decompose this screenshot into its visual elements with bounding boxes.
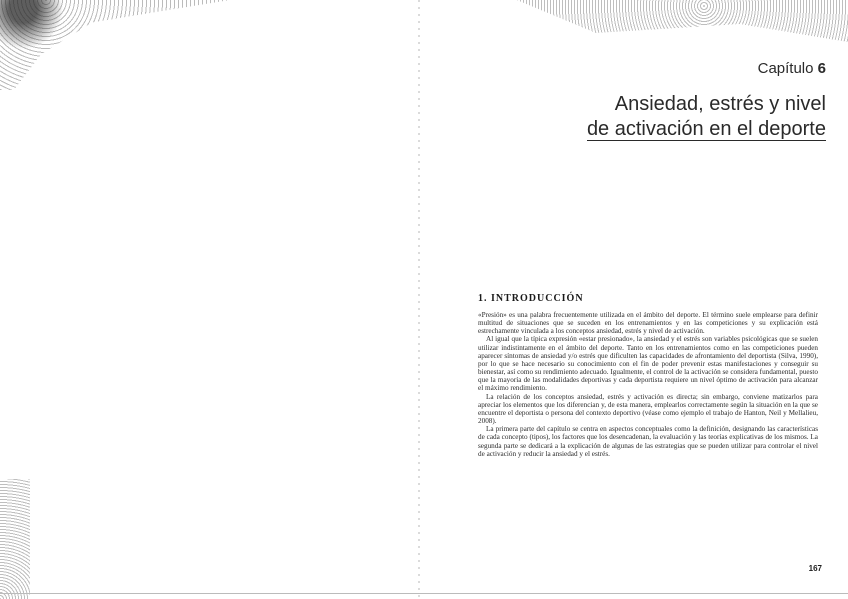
- scan-noise-bottom-left: [0, 479, 30, 599]
- chapter-title-line-2: de activación en el deporte: [586, 118, 826, 140]
- scan-noise-top-right: [488, 0, 848, 60]
- page-number: 167: [808, 564, 822, 573]
- scan-noise-top-left: [0, 0, 230, 90]
- section-heading: 1. INTRODUCCIÓN: [478, 293, 584, 304]
- left-page: [0, 0, 420, 599]
- paragraph-1: «Presión» es una palabra frecuentemente utilizada en el ámbito del deporte. El término suele emplearse para definir multitud de situaciones que se suceden en los entrenamientos y en las competiciones y su explicación está estrechamente vinculada a los conceptos ansiedad, estrés y nivel de activación.: [478, 311, 818, 336]
- body-text: [478, 311, 818, 458]
- right-page: [420, 0, 848, 599]
- paragraph-3: La relación de los conceptos ansiedad, estrés y activación es directa; sin embargo, conviene matizarlos para apreciar los elementos que los diferencian y, de esta manera, emplearlos correctamente según la situación en la que se encuentre el deportista o persona del contexto deportivo (véase como ejemplo el trabajo de Hanton, Neil y Mellalieu, 2008).: [478, 392, 818, 426]
- chapter-title-line-1: Ansiedad, estrés y nivel: [614, 93, 826, 115]
- paragraph-2: Al igual que la típica expresión «estar presionado», la ansiedad y el estrés son variables psicológicas que se suelen utilizar indistintamente en el ámbito del deporte. Tanto en los entrenamientos como en las competiciones pueden aparecer síntomas de ansiedad y/o estrés que dificulten las capacidades de afrontamiento del deportista (Silva, 1990), por lo que se hace necesario su conocimiento con el fin de poder prevenir estas manifestaciones y conseguir su bienestar, así como su rendimiento adecuado. Igualmente, el control de la activación se considera fundamental, puesto que la mayoría de las modalidades deportivas y cada deportista requiere un nivel óptimo de activación para alcanzar el máximo rendimiento.: [478, 335, 818, 393]
- chapter-label-text: Capítulo: [757, 60, 814, 77]
- bottom-rule: [0, 593, 848, 594]
- chapter-label: [758, 60, 826, 77]
- chapter-title: [587, 92, 826, 142]
- paragraph-4: La primera parte del capítulo se centra en aspectos conceptuales como la definición, designando las características de cada concepto (tipos), los factores que los desencadenan, la evaluación y las teorías explicativas de los mismos. La segunda parte se dedicará a la explicación de algunas de las estrategias que se pueden utilizar para controlar el nivel de activación y reducir la ansiedad y el estrés.: [478, 425, 818, 458]
- chapter-number: 6: [817, 60, 826, 77]
